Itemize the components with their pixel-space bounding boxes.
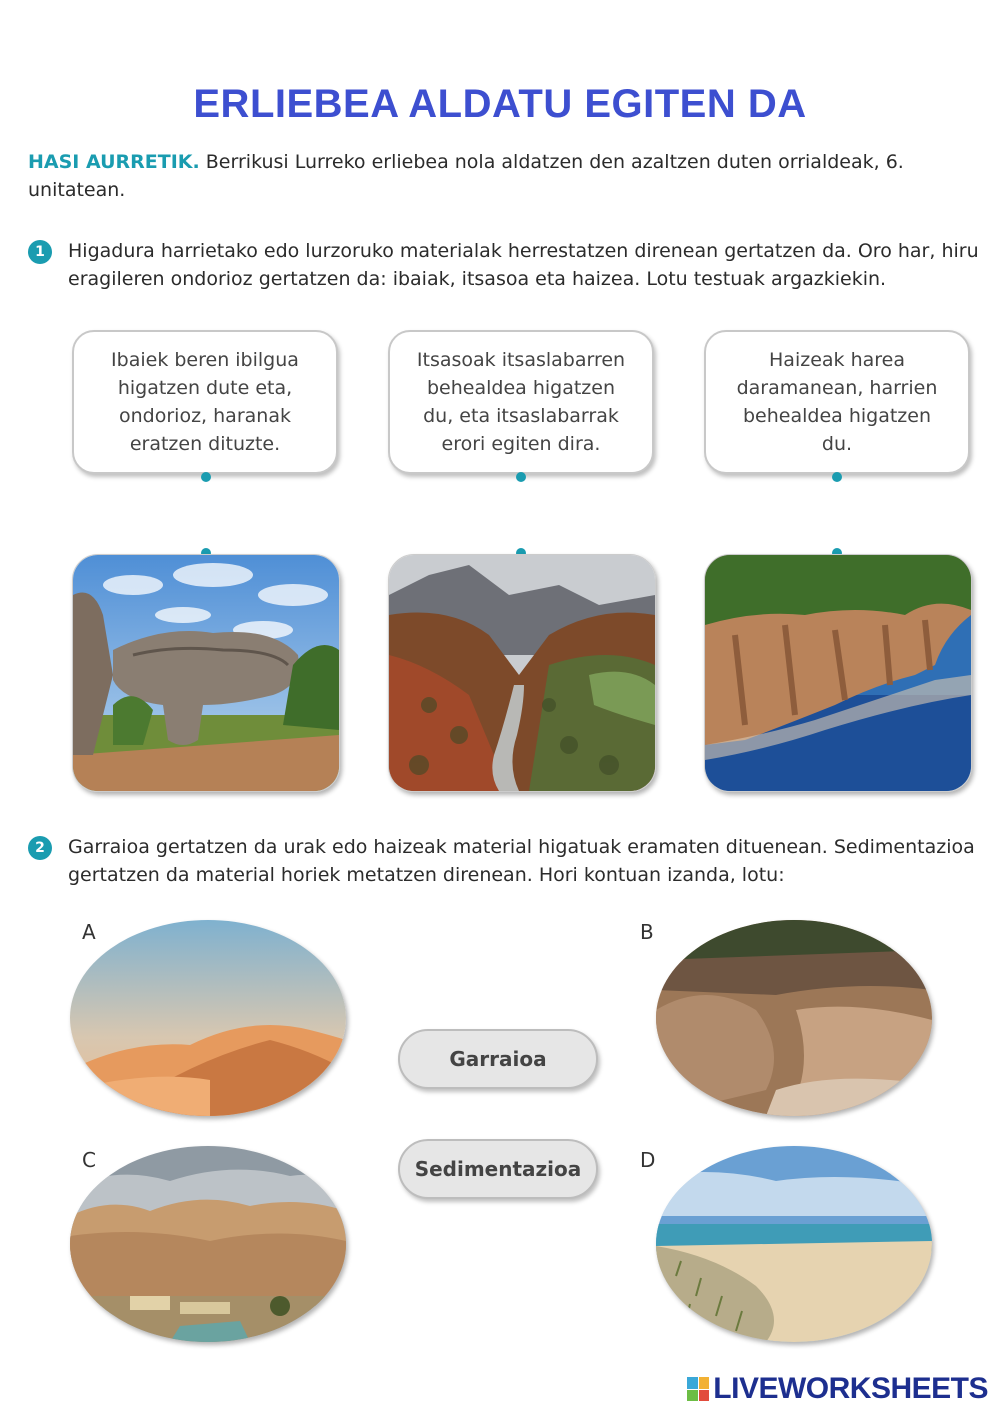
card-sea-connector-dot[interactable]	[516, 472, 526, 482]
label-d: D	[640, 1148, 656, 1172]
card-rivers: Ibaiek beren ibilgua higatzen dute eta, ondorioz, haranak eratzen dituzte.	[72, 330, 338, 474]
question-2-text: Garraioa gertatzen da urak edo haizeak material higatuak eramaten dituenean. Sedimentazioa gertatzen da material horiek metatzen direnean. Hori kontuan izanda, lotu:	[68, 836, 975, 886]
question-1-text: Higadura harrietako edo lurzoruko materialak herrestatzen direnean gertatzen da. Oro har, hiru eragileren ondorioz gertatzen da: ibaiak, itsasoa eta haizea. Lotu testuak argazkiekin.	[68, 240, 979, 290]
label-b: B	[640, 920, 654, 944]
photo-c-sandstorm[interactable]	[70, 1146, 346, 1342]
photo-d-beach-dunes[interactable]	[656, 1146, 932, 1342]
card-wind-connector-dot[interactable]	[832, 472, 842, 482]
option-garraioa[interactable]: Garraioa	[398, 1029, 598, 1089]
liveworksheets-logo-icon	[687, 1377, 709, 1401]
label-a: A	[82, 920, 96, 944]
card-rivers-connector-dot[interactable]	[201, 472, 211, 482]
intro-text	[28, 148, 928, 204]
photo-a-desert-dunes[interactable]	[70, 920, 346, 1116]
question-1-number: 1	[28, 240, 52, 264]
card-wind: Haizeak harea daramanean, harrien behealdea higatzen du.	[704, 330, 970, 474]
question-2-number: 2	[28, 836, 52, 860]
photo-sea-cliff	[704, 554, 972, 792]
card-sea: Itsasoak itsaslabarren behealdea higatzen du, eta itsaslabarrak erori egiten dira.	[388, 330, 654, 474]
photo-mushroom-rock	[72, 554, 340, 792]
page-title: ERLIEBEA ALDATU EGITEN DA	[193, 82, 807, 126]
label-c: C	[82, 1148, 96, 1172]
photo-b-muddy-flood[interactable]	[656, 920, 932, 1116]
liveworksheets-watermark	[687, 1372, 988, 1406]
liveworksheets-text: LIVEWORKSHEETS	[713, 1372, 988, 1405]
option-sedimentazioa[interactable]: Sedimentazioa	[398, 1139, 598, 1199]
intro-body: Berrikusi Lurreko erliebea nola aldatzen den azaltzen duten orrialdeak, 6. unitatean.	[28, 151, 904, 201]
photo-river-valley	[388, 554, 656, 792]
intro-lead: HASI AURRETIK.	[28, 151, 200, 173]
